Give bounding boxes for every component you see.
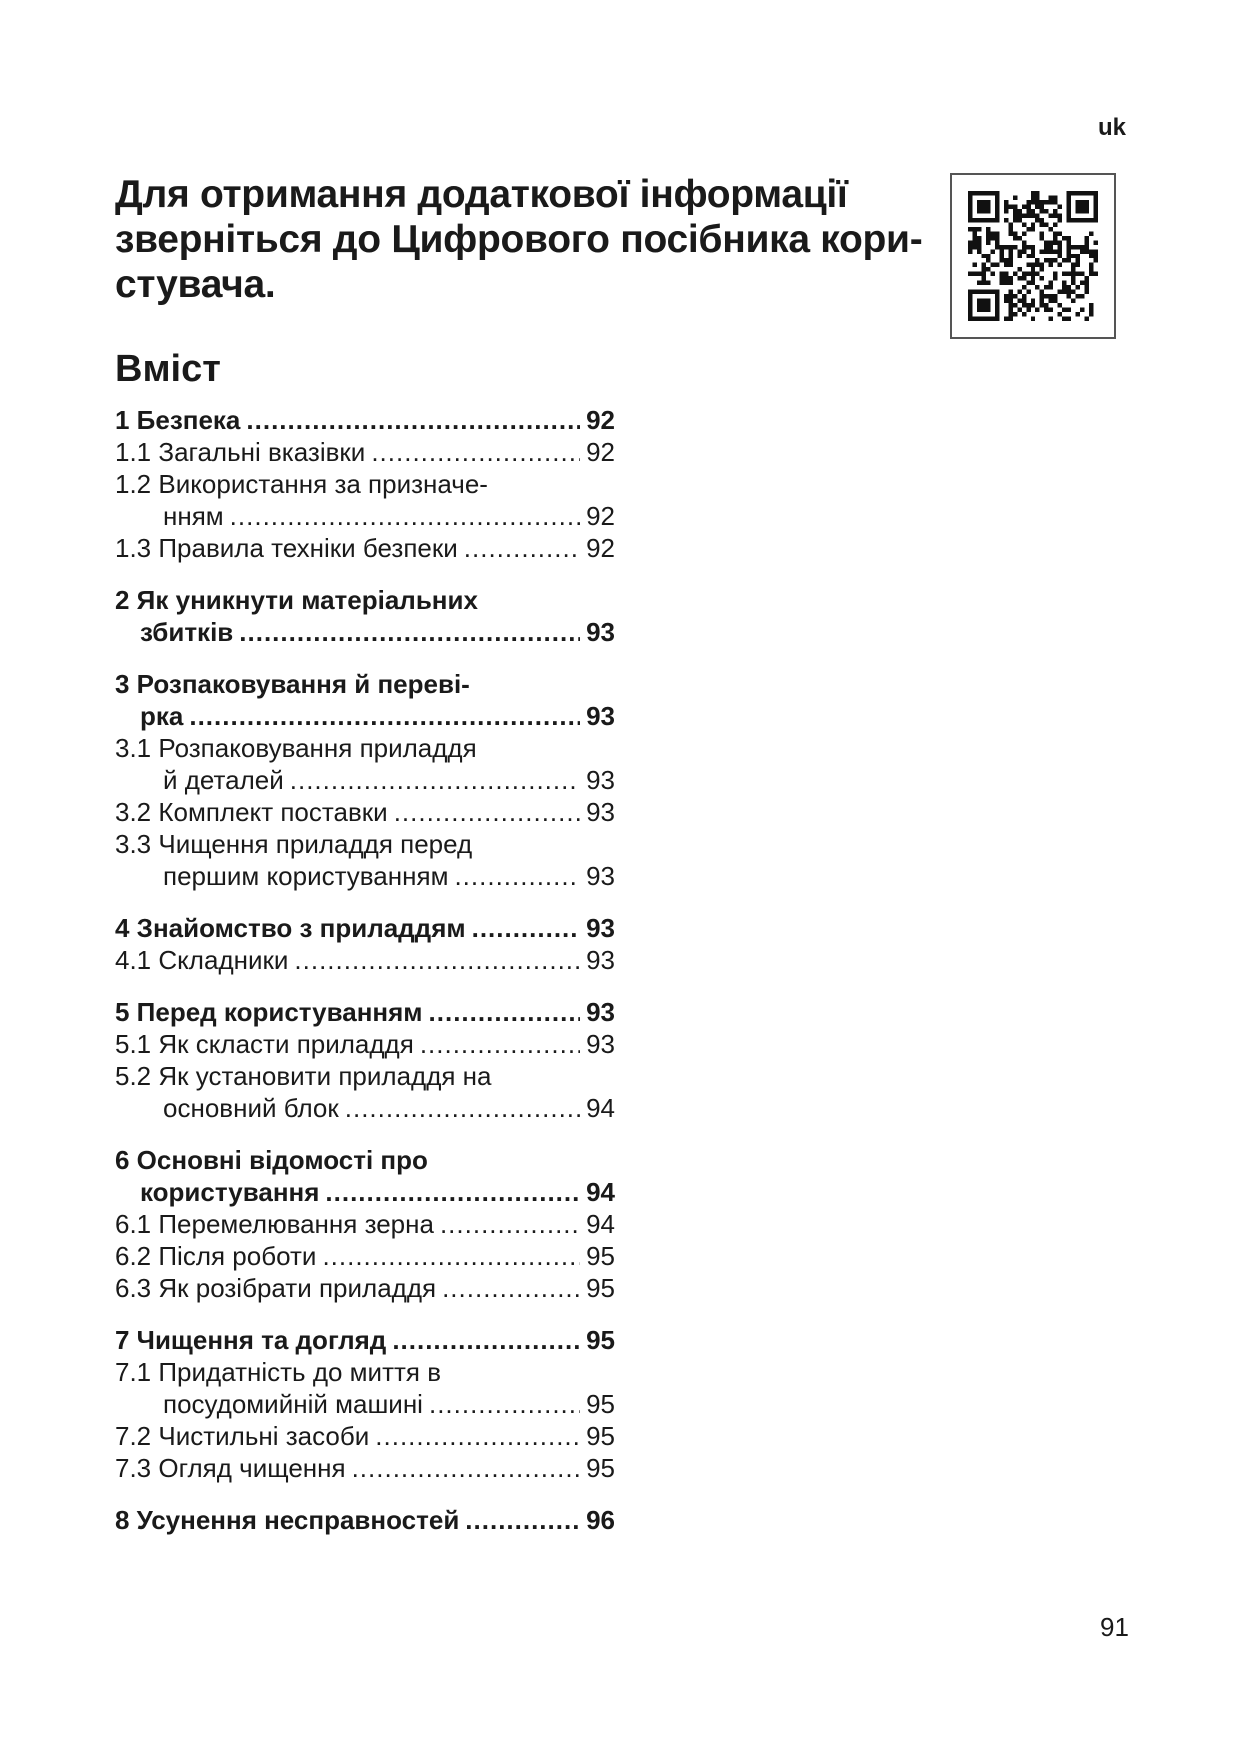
dot-leader [440, 1208, 580, 1240]
language-code: uk [1098, 114, 1127, 141]
dot-leader [345, 1092, 580, 1124]
toc-entry[interactable] [115, 700, 615, 732]
dot-leader [294, 944, 580, 976]
intro-line: стувача. [115, 263, 276, 306]
toc-entry[interactable] [115, 732, 615, 764]
toc-entry-page: 93 [586, 997, 615, 1027]
toc-entry[interactable] [115, 828, 615, 860]
toc-chapter [115, 404, 615, 564]
toc-entry-page: 94 [586, 1209, 615, 1239]
toc-entry[interactable] [115, 500, 615, 532]
intro-line: зверніться до Цифрового посібника кори- [115, 218, 923, 261]
toc-entry-title: 7.2 Чистильні засоби [115, 1421, 370, 1451]
toc-entry-page: 93 [586, 1029, 615, 1059]
toc-entry[interactable] [115, 1324, 615, 1356]
toc-entry-page: 95 [586, 1273, 615, 1303]
toc-entry-title: 5 Перед користуванням [115, 997, 423, 1027]
toc-entry-title: 3 Розпаковування й переві- [115, 669, 470, 699]
toc-entry-page: 93 [586, 617, 615, 647]
toc-entry-title: й деталей [163, 765, 284, 795]
toc-entry-title: 2 Як уникнути матеріальних [115, 585, 478, 615]
toc-entry-title: посудомийній машині [163, 1389, 423, 1419]
toc-entry[interactable] [115, 1272, 615, 1304]
toc-entry[interactable] [115, 1176, 615, 1208]
toc-entry[interactable] [115, 996, 615, 1028]
toc-entry-title: 5.2 Як установити приладдя на [115, 1061, 492, 1091]
dot-leader [442, 1272, 580, 1304]
toc-chapter [115, 912, 615, 976]
toc-entry[interactable] [115, 584, 615, 616]
dot-leader [465, 1504, 580, 1536]
toc-entry[interactable] [115, 796, 615, 828]
toc-entry[interactable] [115, 1420, 615, 1452]
toc-entry-title: нням [163, 501, 224, 531]
toc-entry[interactable] [115, 1208, 615, 1240]
toc-entry-title: 1.2 Використання за призначе- [115, 469, 488, 499]
intro-heading [115, 172, 945, 307]
toc-entry[interactable] [115, 668, 615, 700]
toc-entry-title: 4.1 Складники [115, 945, 289, 975]
qr-code-icon[interactable] [950, 173, 1116, 339]
toc-entry-title: основний блок [163, 1093, 339, 1123]
toc-entry[interactable] [115, 1452, 615, 1484]
toc-entry-page: 93 [586, 861, 615, 891]
toc-entry-page: 95 [586, 1241, 615, 1271]
dot-leader [322, 1240, 580, 1272]
dot-leader [375, 1420, 580, 1452]
intro-line: Для отримання додаткової інформації [115, 173, 848, 216]
dot-leader [464, 532, 580, 564]
toc-title: Вміст [115, 348, 221, 390]
toc-entry-title: користування [140, 1177, 320, 1207]
toc-entry[interactable] [115, 1240, 615, 1272]
toc-entry[interactable] [115, 912, 615, 944]
toc-entry-page: 93 [586, 797, 615, 827]
dot-leader [392, 1324, 580, 1356]
toc-entry-page: 95 [586, 1421, 615, 1451]
toc-entry[interactable] [115, 468, 615, 500]
toc-entry-page: 92 [586, 405, 615, 435]
toc-entry-title: 7.3 Огляд чищення [115, 1453, 346, 1483]
toc-entry-title: 1.3 Правила техніки безпеки [115, 533, 458, 563]
toc-entry-page: 96 [586, 1505, 615, 1535]
toc-entry[interactable] [115, 1028, 615, 1060]
toc-entry[interactable] [115, 764, 615, 796]
toc-entry-title: 3.2 Комплект поставки [115, 797, 388, 827]
toc-entry-page: 93 [586, 701, 615, 731]
toc-entry[interactable] [115, 860, 615, 892]
toc-entry-title: 8 Усунення несправностей [115, 1505, 460, 1535]
toc-entry-page: 93 [586, 913, 615, 943]
dot-leader [239, 616, 580, 648]
dot-leader [189, 700, 580, 732]
toc-entry-page: 92 [586, 501, 615, 531]
toc-entry[interactable] [115, 1356, 615, 1388]
toc-entry-title: 5.1 Як скласти приладдя [115, 1029, 414, 1059]
toc-entry-title: 4 Знайомство з приладдям [115, 913, 466, 943]
toc-entry[interactable] [115, 1388, 615, 1420]
toc-chapter [115, 996, 615, 1124]
dot-leader [472, 912, 580, 944]
toc-entry-page: 92 [586, 533, 615, 563]
dot-leader [454, 860, 580, 892]
page-number: 91 [1100, 1612, 1129, 1642]
dot-leader [230, 500, 580, 532]
dot-leader [246, 404, 580, 436]
toc-entry-page: 93 [586, 945, 615, 975]
toc-entry[interactable] [115, 616, 615, 648]
toc-entry-title: 7.1 Придатність до миття в [115, 1357, 442, 1387]
toc-entry-title: 3.3 Чищення приладдя перед [115, 829, 473, 859]
toc-entry[interactable] [115, 1144, 615, 1176]
toc-chapter [115, 668, 615, 892]
toc-chapter [115, 1504, 615, 1536]
dot-leader [290, 764, 580, 796]
dot-leader [325, 1176, 580, 1208]
toc-entry-title: рка [140, 701, 184, 731]
toc-entry-page: 94 [586, 1093, 615, 1123]
dot-leader [371, 436, 580, 468]
toc-entry-title: 6.3 Як розібрати приладдя [115, 1273, 437, 1303]
toc-entry-page: 95 [586, 1389, 615, 1419]
toc-entry-title: 1 Безпека [115, 405, 241, 435]
dot-leader [352, 1452, 581, 1484]
toc-entry-title: першим користуванням [163, 861, 449, 891]
toc-entry-title: 1.1 Загальні вказівки [115, 437, 366, 467]
toc-entry-title: збитків [140, 617, 234, 647]
toc-entry-page: 92 [586, 437, 615, 467]
toc-entry-title: 3.1 Розпаковування приладдя [115, 733, 477, 763]
toc-entry[interactable] [115, 436, 615, 468]
toc-entry[interactable] [115, 1092, 615, 1124]
dot-leader [420, 1028, 580, 1060]
toc-entry[interactable] [115, 404, 615, 436]
toc-entry-page: 95 [586, 1453, 615, 1483]
toc-entry[interactable] [115, 944, 615, 976]
toc-entry-title: 6 Основні відомості про [115, 1145, 428, 1175]
dot-leader [429, 1388, 580, 1420]
toc-entry[interactable] [115, 1504, 615, 1536]
toc-chapter [115, 584, 615, 648]
toc-chapter [115, 1324, 615, 1484]
qr-code-graphic [968, 191, 1098, 321]
toc-entry-title: 6.2 Після роботи [115, 1241, 317, 1271]
dot-leader [429, 996, 581, 1028]
dot-leader [394, 796, 580, 828]
toc-entry[interactable] [115, 1060, 615, 1092]
table-of-contents [115, 404, 615, 1556]
toc-entry-page: 94 [586, 1177, 615, 1207]
toc-entry-page: 95 [586, 1325, 615, 1355]
toc-entry-title: 6.1 Перемелювання зерна [115, 1209, 434, 1239]
toc-chapter [115, 1144, 615, 1304]
toc-entry-page: 93 [586, 765, 615, 795]
toc-entry[interactable] [115, 532, 615, 564]
toc-entry-title: 7 Чищення та догляд [115, 1325, 387, 1355]
